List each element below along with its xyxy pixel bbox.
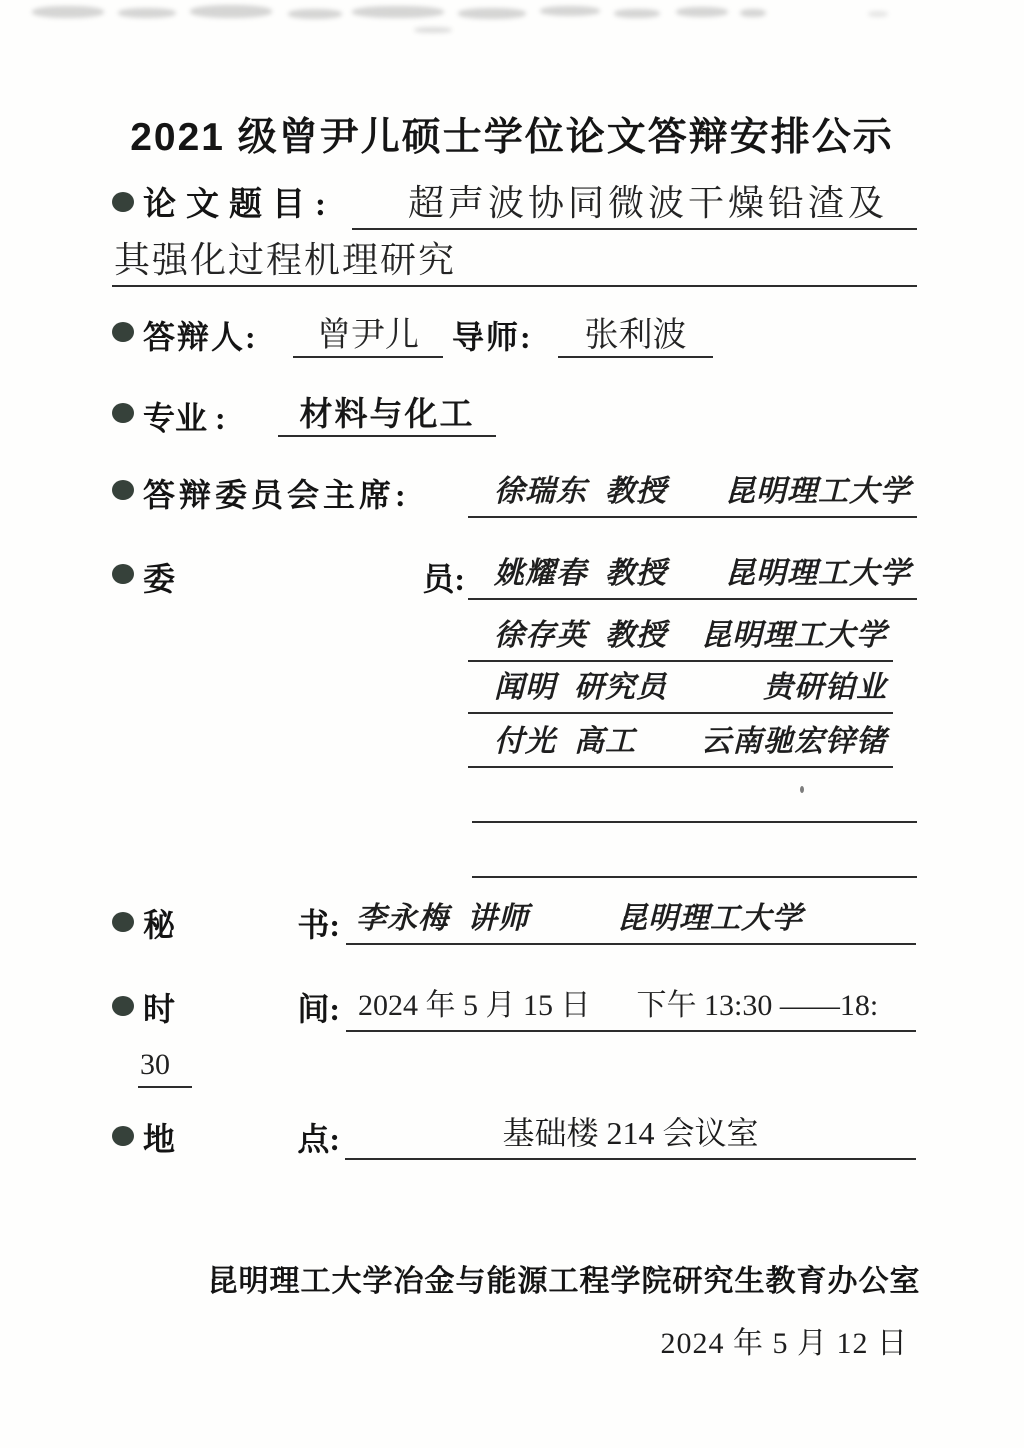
bullet-icon	[112, 564, 134, 584]
time-label-left: 时	[143, 991, 176, 1027]
secretary-name: 李永梅	[356, 902, 449, 935]
committee-label	[143, 560, 465, 598]
committee-member-row-blank	[472, 803, 917, 823]
chair-title: 教授	[605, 475, 667, 508]
location-label	[143, 1120, 340, 1158]
committee-label-right: 员:	[422, 561, 465, 597]
member-title: 教授	[605, 619, 667, 652]
chair-label: 答辩委员会主席:	[143, 477, 410, 513]
committee-member-row	[468, 725, 893, 768]
location-label-left: 地	[143, 1121, 176, 1157]
member-title: 教授	[605, 557, 667, 590]
committee-member-row	[468, 558, 917, 600]
member-affiliation: 昆明理工大学	[701, 619, 887, 652]
thesis-title-label: 论文题目:	[143, 187, 336, 223]
page-title: 2021 级曾尹儿硕士学位论文答辩安排公示	[130, 116, 894, 159]
chair-entry	[468, 474, 917, 518]
member-affiliation: 云南驰宏锌锗	[701, 725, 887, 758]
committee-label-left: 委	[143, 561, 176, 597]
thesis-title-line2: 其强化过程机理研究	[112, 238, 917, 287]
bullet-icon	[112, 996, 134, 1016]
secretary-label-right: 书:	[297, 907, 340, 943]
major-value: 材料与化工	[278, 396, 496, 437]
member-name: 徐存英	[494, 619, 587, 652]
member-affiliation: 贵研铂业	[763, 671, 887, 704]
supervisor-label: 导师:	[452, 319, 533, 355]
committee-member-row-blank	[472, 858, 917, 878]
chair-affiliation: 昆明理工大学	[725, 475, 911, 508]
member-name: 付光	[494, 725, 556, 758]
location-value: 基础楼 214 会议室	[345, 1118, 916, 1160]
member-affiliation: 昆明理工大学	[725, 557, 911, 590]
time-range: 下午 13:30 ——18:	[636, 989, 879, 1022]
bullet-icon	[112, 403, 134, 423]
secretary-affiliation: 昆明理工大学	[617, 902, 803, 935]
bullet-icon	[112, 192, 134, 212]
defender-label: 答辩人:	[143, 319, 258, 355]
time-label	[143, 990, 340, 1028]
committee-member-row	[468, 619, 893, 662]
location-label-right: 点:	[297, 1121, 340, 1157]
secretary-label	[143, 906, 340, 944]
bullet-icon	[112, 322, 134, 342]
time-date: 2024 年 5 月 15 日	[358, 989, 591, 1022]
member-name: 闻明	[494, 671, 556, 704]
major-label: 专业 :	[143, 400, 226, 436]
bullet-icon	[112, 1126, 134, 1146]
secretary-title: 讲师	[467, 902, 529, 935]
bullet-icon	[112, 912, 134, 932]
issuing-office: 昆明理工大学冶金与能源工程学院研究生教育办公室	[207, 1265, 921, 1298]
member-title: 高工	[574, 725, 636, 758]
time-label-right: 间:	[297, 991, 340, 1027]
chair-name: 徐瑞东	[494, 475, 587, 508]
time-value-wrap: 30	[138, 1050, 192, 1088]
member-title: 研究员	[574, 671, 667, 704]
member-name: 姚耀春	[494, 557, 587, 590]
committee-member-row	[468, 671, 893, 714]
supervisor-name: 张利波	[558, 316, 713, 358]
time-value	[346, 988, 916, 1032]
bullet-icon	[112, 480, 134, 500]
defender-name: 曾尹儿	[293, 316, 443, 358]
secretary-label-left: 秘	[143, 907, 176, 943]
thesis-title-line1: 超声波协同微波干燥铅渣及	[352, 182, 917, 230]
issue-date: 2024 年 5 月 12 日	[660, 1327, 908, 1360]
secretary-entry	[346, 903, 916, 945]
